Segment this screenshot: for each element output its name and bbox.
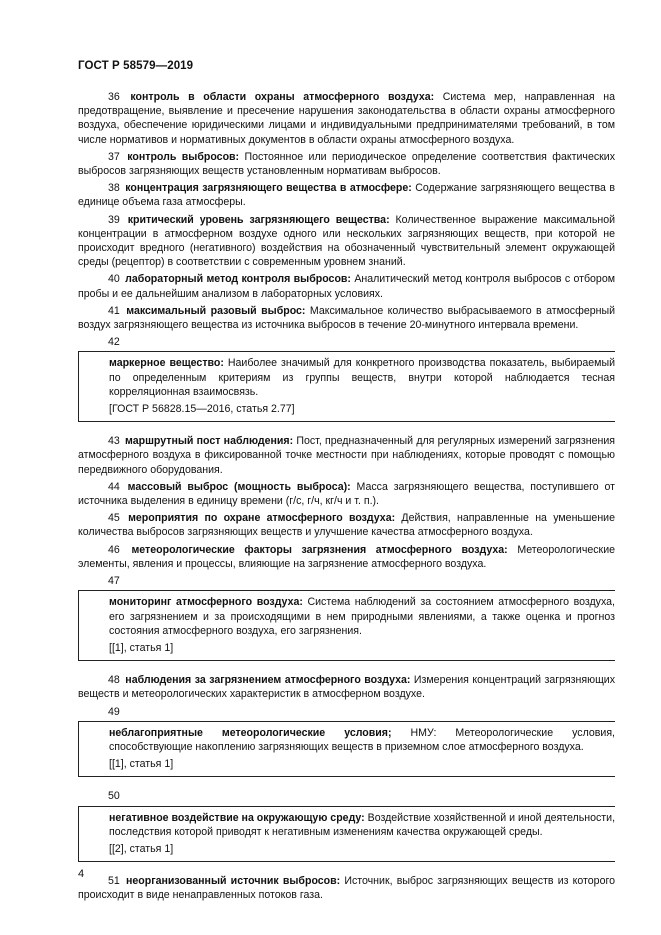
term: неблагоприятные метеорологические условия; — [109, 726, 392, 739]
page-number: 4 — [78, 868, 85, 880]
term: лабораторный метод контроля выбросов: — [125, 273, 351, 286]
term: контроль выбросов: — [127, 150, 240, 163]
term-entry-41 — [78, 304, 615, 332]
entry-number: 51 — [108, 875, 120, 888]
definition: Постоянное или периодическое определение соответствия фактических выбросов загрязняющих веществ установленным нормативам выбросов. — [78, 150, 615, 178]
definition: Максимальное количество выбрасываемого в атмосферный воздух загрязняющего вещества из источника выбросов в течение 20-минутного интервала времени. — [78, 304, 615, 332]
entry-number: 39 — [108, 213, 120, 226]
entry-number-50: 50 — [108, 790, 120, 803]
source-reference: [[2], статья 1] — [109, 842, 174, 855]
term-entry-48 — [78, 673, 615, 701]
definition: Наиболее значимый для конкретного производства показатель, выбираемый по определенным критериям из группы веществ, внутри которой наблюдается тесная корреляционная взаимосвязь. — [109, 357, 615, 398]
term-entry-43 — [78, 434, 615, 477]
term-entry-37 — [78, 150, 615, 178]
term-entry-46 — [78, 543, 615, 571]
term: контроль в области охраны атмосферного воздуха: — [130, 91, 435, 103]
term: негативное воздействие на окружающую среду: — [109, 811, 365, 824]
definition: НМУ: Метеорологические условия, способствующие накоплению загрязняющих веществ в приземном слое атмосферного воздуха. — [109, 726, 615, 753]
boxed-definition-text — [109, 595, 615, 638]
entry-number: 45 — [108, 512, 120, 525]
definition: Метеорологические элементы, явления и процессы, влияющие на загрязнение атмосферного воздуха. — [78, 543, 616, 570]
entry-number-49: 49 — [108, 705, 120, 718]
boxed-definition-47 — [78, 590, 615, 661]
source-reference: [[1], статья 1] — [109, 641, 174, 654]
entry-number: 44 — [108, 480, 120, 493]
definition: Система наблюдений за состоянием атмосферного воздуха, его загрязнением и за происходящими в нем природными явлениями, а также оценка и прогноз состояния атмосферного воздуха, его загрязнения. — [109, 596, 615, 637]
term: критический уровень загрязняющего вещества: — [127, 213, 390, 226]
entry-number: 46 — [108, 543, 120, 556]
term-entry-38 — [78, 181, 615, 209]
boxed-definition-text — [109, 811, 615, 839]
term-entry-36 — [78, 90, 615, 147]
definition: Источник, выброс загрязняющих веществ из которого происходит в виде ненаправленных потоков газа. — [78, 875, 615, 902]
entry-number: 48 — [108, 674, 120, 687]
term: маршрутный пост наблюдения: — [125, 435, 294, 448]
entry-number: 37 — [108, 150, 120, 163]
term: массовый выброс (мощность выброса): — [127, 480, 351, 493]
term: маркерное вещество: — [109, 357, 224, 370]
term: наблюдения за загрязнением атмосферного воздуха: — [125, 674, 411, 687]
source-reference: [[1], статья 1] — [109, 758, 174, 771]
document-header: ГОСТ Р 58579—2019 — [78, 60, 194, 72]
term-entry-51 — [78, 874, 615, 902]
term-entry-39 — [78, 213, 615, 270]
boxed-definition-text — [109, 356, 615, 399]
term: неорганизованный источник выбросов: — [125, 875, 341, 888]
term: концентрация загрязняющего вещества в атмосфере: — [125, 182, 412, 195]
term: мониторинг атмосферного воздуха: — [109, 596, 303, 609]
term: максимальный разовый выброс: — [126, 304, 306, 317]
entry-number: 43 — [108, 435, 120, 448]
boxed-definition-49 — [78, 721, 615, 778]
definition: Измерения концентраций загрязняющих веществ и метеорологических характеристик в атмосферном воздухе. — [78, 674, 615, 701]
source-reference: [ГОСТ Р 56828.15—2016, статья 2.77] — [109, 403, 295, 416]
definition: Аналитический метод контроля выбросов с отбором пробы и ее дальнейшим анализом в лабораторных условиях. — [78, 273, 615, 300]
boxed-definition-50 — [78, 806, 615, 863]
boxed-definition-text — [109, 726, 615, 754]
term: метеорологические факторы загрязнения атмосферного воздуха: — [131, 543, 508, 556]
definition: Пост, предназначенный для регулярных измерений загрязнения атмосферного воздуха в фиксированной точке местности при наблюдениях, которые проводят с помощью передвижного оборудования. — [78, 435, 616, 476]
document-body — [78, 90, 615, 906]
entry-number-42: 42 — [108, 336, 120, 349]
definition: Содержание загрязняющего вещества в единице объема газа атмосферы. — [78, 182, 616, 209]
term-entry-45 — [78, 511, 615, 539]
entry-number: 41 — [108, 304, 120, 317]
definition: Количественное выражение максимальной концентрации в атмосферном воздухе одного или нескольких загрязняющих веществ, при которой не происходит вредного (негативного) воздействия на обозначенный чувствительный элемент окружающей среды (рецептор) в соответствии с современным уровнем знаний. — [78, 213, 616, 269]
entry-number: 40 — [108, 273, 120, 286]
definition: Система мер, направленная на предотвращение, выявление и пресечение нарушения законодательства в области охраны атмосферного воздуха, обеспечение юридическими лицами и индивидуальными предпринимателями требований, в том числе нормативов и нормативных документов в области охраны атмосферного воздуха. — [78, 91, 615, 146]
definition: Действия, направленные на уменьшение количества выбросов загрязняющих веществ и улучшение качества атмосферного воздуха. — [78, 512, 615, 539]
term-entry-40 — [78, 272, 615, 300]
boxed-definition-42 — [78, 351, 615, 422]
entry-number: 38 — [108, 182, 120, 195]
definition: Масса загрязняющего вещества, поступившего от источника выделения в единицу времени (г/с, г/ч, кг/ч и т. п.). — [78, 480, 616, 508]
term-entry-44 — [78, 480, 615, 508]
entry-number: 36 — [108, 91, 120, 103]
term: мероприятия по охране атмосферного воздуха: — [128, 512, 396, 525]
definition: Воздействие хозяйственной и иной деятельности, последствия которой приводят к негативным изменениям качества окружающей среды. — [109, 811, 616, 838]
entry-number-47: 47 — [108, 575, 120, 588]
